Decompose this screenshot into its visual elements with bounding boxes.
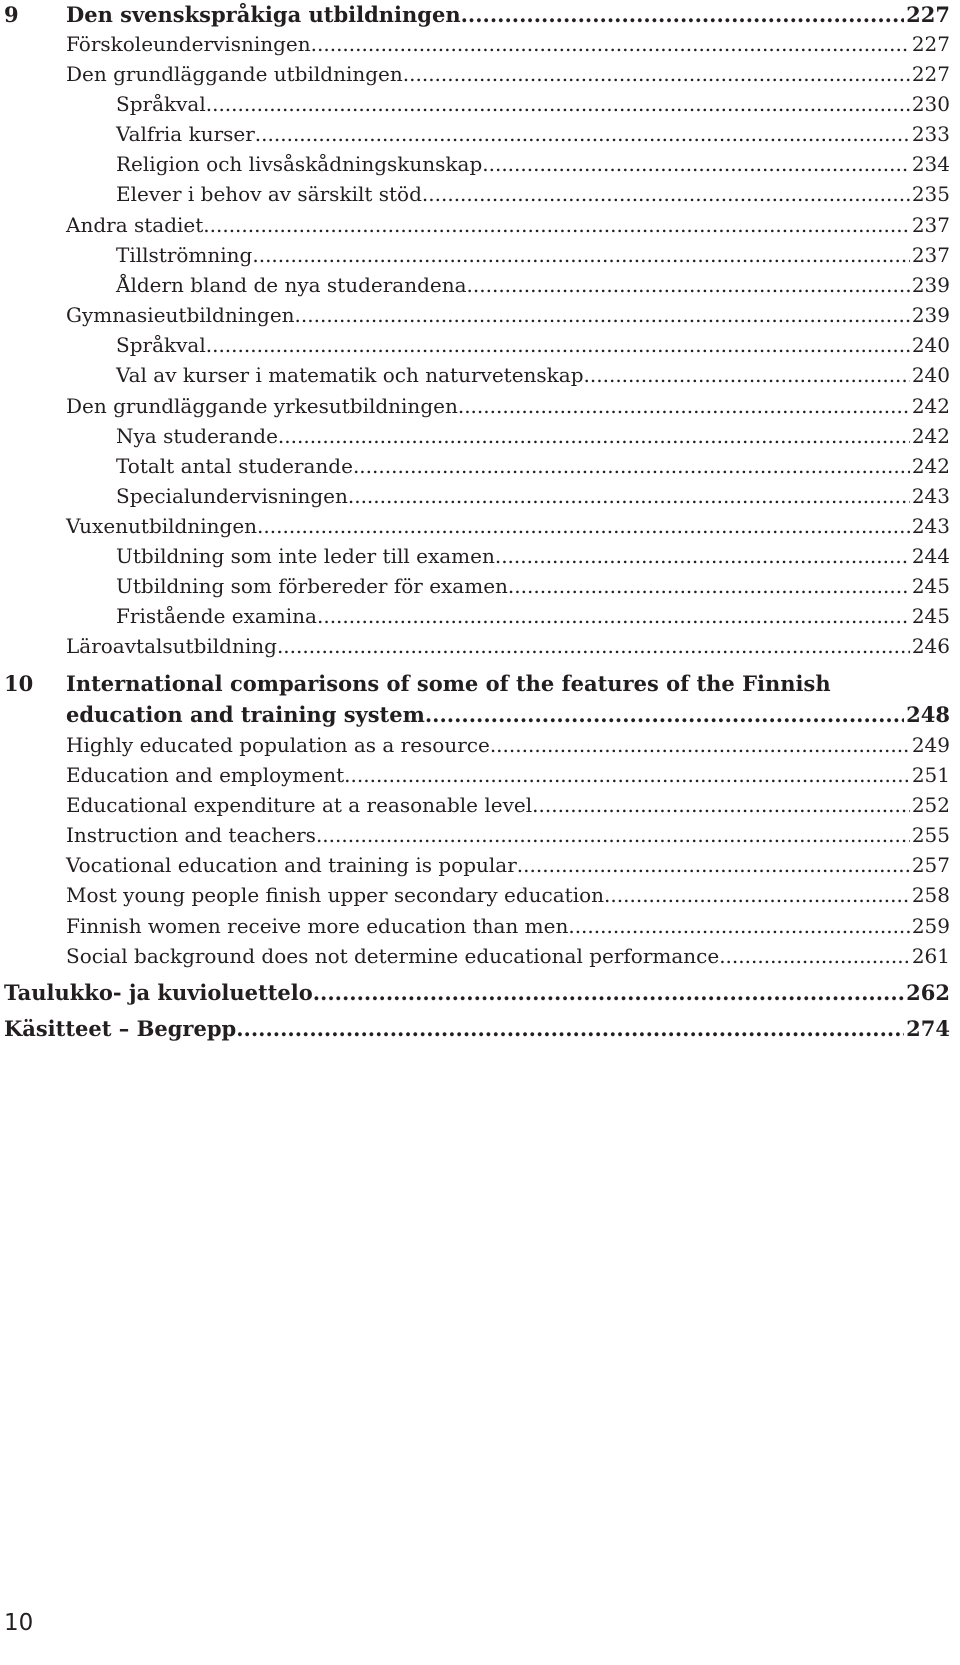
toc-page-number: 259 xyxy=(911,914,950,938)
toc-page-number: 249 xyxy=(911,733,950,757)
toc-entry[interactable] xyxy=(0,760,950,790)
toc-dot-leader xyxy=(317,601,910,631)
toc-entry-title: Educational expenditure at a reasonable level xyxy=(66,793,533,817)
toc-dot-leader xyxy=(422,179,910,209)
toc-entry[interactable] xyxy=(0,421,950,451)
toc-dot-leader xyxy=(604,880,910,910)
toc-entry[interactable] xyxy=(0,880,950,910)
toc-page-number: 261 xyxy=(911,944,950,968)
toc-page-number: 227 xyxy=(911,62,950,86)
toc-entry[interactable] xyxy=(0,210,950,240)
toc-entry[interactable] xyxy=(0,0,950,30)
toc-entry-title: Nya studerande xyxy=(116,424,278,448)
toc-entry-title: education and training system xyxy=(66,702,425,727)
toc-entry-title: Den grundläggande yrkesutbildningen xyxy=(66,394,458,418)
toc-page-number: 243 xyxy=(911,514,950,538)
toc-entry[interactable] xyxy=(0,330,950,360)
toc-dot-leader xyxy=(458,391,910,421)
toc-entry-title: Andra stadiet xyxy=(66,213,204,237)
toc-entry[interactable] xyxy=(0,511,950,541)
toc-dot-leader xyxy=(532,790,910,820)
toc-chapter-number: 10 xyxy=(4,671,34,696)
toc-entry[interactable] xyxy=(0,89,950,119)
toc-entry[interactable] xyxy=(0,669,950,699)
toc-entry-title: Taulukko- ja kuvioluettelo xyxy=(4,980,313,1005)
toc-dot-leader xyxy=(252,240,909,270)
toc-dot-leader xyxy=(255,119,910,149)
toc-dot-leader xyxy=(461,0,905,30)
toc-entry-title: Utbildning som förbereder för examen xyxy=(116,574,508,598)
toc-entry[interactable] xyxy=(0,730,950,760)
toc-entry-title: Vuxenutbildningen xyxy=(66,514,258,538)
toc-page-number: 235 xyxy=(911,182,950,206)
toc-page-number: 258 xyxy=(911,883,950,907)
toc-entry[interactable] xyxy=(0,119,950,149)
toc-dot-leader xyxy=(257,511,910,541)
toc-dot-leader xyxy=(482,149,910,179)
toc-page-number: 252 xyxy=(911,793,950,817)
toc-page-number: 233 xyxy=(911,122,950,146)
toc-entry[interactable] xyxy=(0,571,950,601)
toc-entry[interactable] xyxy=(0,941,950,971)
toc-dot-leader xyxy=(353,451,910,481)
toc-page-number: 251 xyxy=(911,763,950,787)
toc-dot-leader xyxy=(206,330,910,360)
toc-dot-leader xyxy=(495,541,910,571)
page-number: 10 xyxy=(4,1610,34,1636)
toc-entry[interactable] xyxy=(0,29,950,59)
toc-entry[interactable] xyxy=(0,911,950,941)
toc-entry[interactable] xyxy=(0,240,950,270)
toc-entry[interactable] xyxy=(0,601,950,631)
toc-entry[interactable] xyxy=(0,700,950,730)
toc-entry-title: Käsitteet – Begrepp xyxy=(4,1016,237,1041)
toc-entry-title: Den grundläggande utbildningen xyxy=(66,62,403,86)
toc-dot-leader xyxy=(311,29,910,59)
toc-chapter-number: 9 xyxy=(4,2,19,27)
toc-entry[interactable] xyxy=(0,978,950,1008)
toc-entry-title: Highly educated population as a resource xyxy=(66,733,490,757)
toc-entry-title: Fristående examina xyxy=(116,604,317,628)
toc-page-number: 240 xyxy=(911,333,950,357)
toc-entry[interactable] xyxy=(0,850,950,880)
toc-page-number: 227 xyxy=(911,32,950,56)
toc-entry-title: Religion och livsåskådningskunskap xyxy=(116,152,483,176)
toc-page-number: 257 xyxy=(911,853,950,877)
toc-entry[interactable] xyxy=(0,1014,950,1044)
toc-dot-leader xyxy=(236,1014,904,1044)
toc-entry-title: Instruction and teachers xyxy=(66,823,316,847)
toc-entry-title: Elever i behov av särskilt stöd xyxy=(116,182,422,206)
toc-dot-leader xyxy=(403,59,910,89)
toc-dot-leader xyxy=(568,911,909,941)
toc-entry-title: International comparisons of some of the features of the Finnish xyxy=(66,671,831,696)
toc-dot-leader xyxy=(295,300,910,330)
toc-entry-title: Totalt antal studerande xyxy=(116,454,353,478)
toc-entry-title: Förskoleundervisningen xyxy=(66,32,311,56)
toc-entry-title: Läroavtalsutbildning xyxy=(66,634,277,658)
toc-dot-leader xyxy=(316,820,910,850)
toc-entry-title: Social background does not determine educational performance xyxy=(66,944,720,968)
toc-page-number: 255 xyxy=(911,823,950,847)
toc-entry[interactable] xyxy=(0,481,950,511)
toc-dot-leader xyxy=(584,360,910,390)
toc-page-number: 237 xyxy=(911,213,950,237)
toc-page-number: 274 xyxy=(906,1016,950,1041)
toc-page-number: 239 xyxy=(911,273,950,297)
toc-dot-leader xyxy=(425,700,904,730)
toc-dot-leader xyxy=(719,941,910,971)
toc-dot-leader xyxy=(517,850,910,880)
toc-entry-title: Education and employment xyxy=(66,763,345,787)
toc-dot-leader xyxy=(344,760,910,790)
toc-page-number: 242 xyxy=(911,424,950,448)
toc-entry[interactable] xyxy=(0,270,950,300)
toc-page-number: 227 xyxy=(906,2,950,27)
toc-entry[interactable] xyxy=(0,179,950,209)
toc-entry[interactable] xyxy=(0,541,950,571)
toc-dot-leader xyxy=(348,481,910,511)
toc-entry[interactable] xyxy=(0,59,950,89)
toc-page-number: 234 xyxy=(911,152,950,176)
toc-entry-title: Utbildning som inte leder till examen xyxy=(116,544,495,568)
toc-entry[interactable] xyxy=(0,820,950,850)
toc-entry-title: Språkval xyxy=(116,92,206,116)
toc-page-number: 248 xyxy=(906,702,950,727)
toc-page-number: 240 xyxy=(911,363,950,387)
toc-dot-leader xyxy=(508,571,910,601)
toc-page-number: 230 xyxy=(911,92,950,116)
toc-dot-leader xyxy=(278,421,910,451)
toc-entry-title: Tillströmning xyxy=(116,243,253,267)
toc-page-number: 245 xyxy=(911,604,950,628)
toc-entry[interactable] xyxy=(0,790,950,820)
toc-entry[interactable] xyxy=(0,360,950,390)
toc-entry[interactable] xyxy=(0,451,950,481)
toc-entry[interactable] xyxy=(0,300,950,330)
toc-page-number: 242 xyxy=(911,394,950,418)
toc-dot-leader xyxy=(277,631,910,661)
toc-dot-leader xyxy=(203,210,910,240)
toc-dot-leader xyxy=(467,270,910,300)
toc-entry-title: Den svenskspråkiga utbildningen xyxy=(66,2,461,27)
toc-entry-title: Vocational education and training is popular xyxy=(66,853,517,877)
toc-entry-title: Finnish women receive more education than men xyxy=(66,914,569,938)
toc-entry-title: Valfria kurser xyxy=(116,122,255,146)
toc-entry[interactable] xyxy=(0,149,950,179)
toc-entry-title: Specialundervisningen xyxy=(116,484,348,508)
toc-dot-leader xyxy=(206,89,910,119)
toc-page-number: 262 xyxy=(906,980,950,1005)
toc-page-number: 237 xyxy=(911,243,950,267)
toc-entry[interactable] xyxy=(0,631,950,661)
toc-page-number: 245 xyxy=(911,574,950,598)
toc-page-number: 244 xyxy=(911,544,950,568)
toc-entry-title: Most young people finish upper secondary education xyxy=(66,883,605,907)
toc-entry-title: Gymnasieutbildningen xyxy=(66,303,295,327)
toc-page-number: 246 xyxy=(911,634,950,658)
toc-dot-leader xyxy=(490,730,910,760)
toc-entry[interactable] xyxy=(0,391,950,421)
toc-entry-title: Val av kurser i matematik och naturvetenskap xyxy=(116,363,584,387)
toc-page-number: 243 xyxy=(911,484,950,508)
toc-entry-title: Åldern bland de nya studerandena xyxy=(116,273,467,297)
toc-page-number: 242 xyxy=(911,454,950,478)
toc-dot-leader xyxy=(313,978,904,1008)
toc-page-number: 239 xyxy=(911,303,950,327)
toc-entry-title: Språkval xyxy=(116,333,206,357)
